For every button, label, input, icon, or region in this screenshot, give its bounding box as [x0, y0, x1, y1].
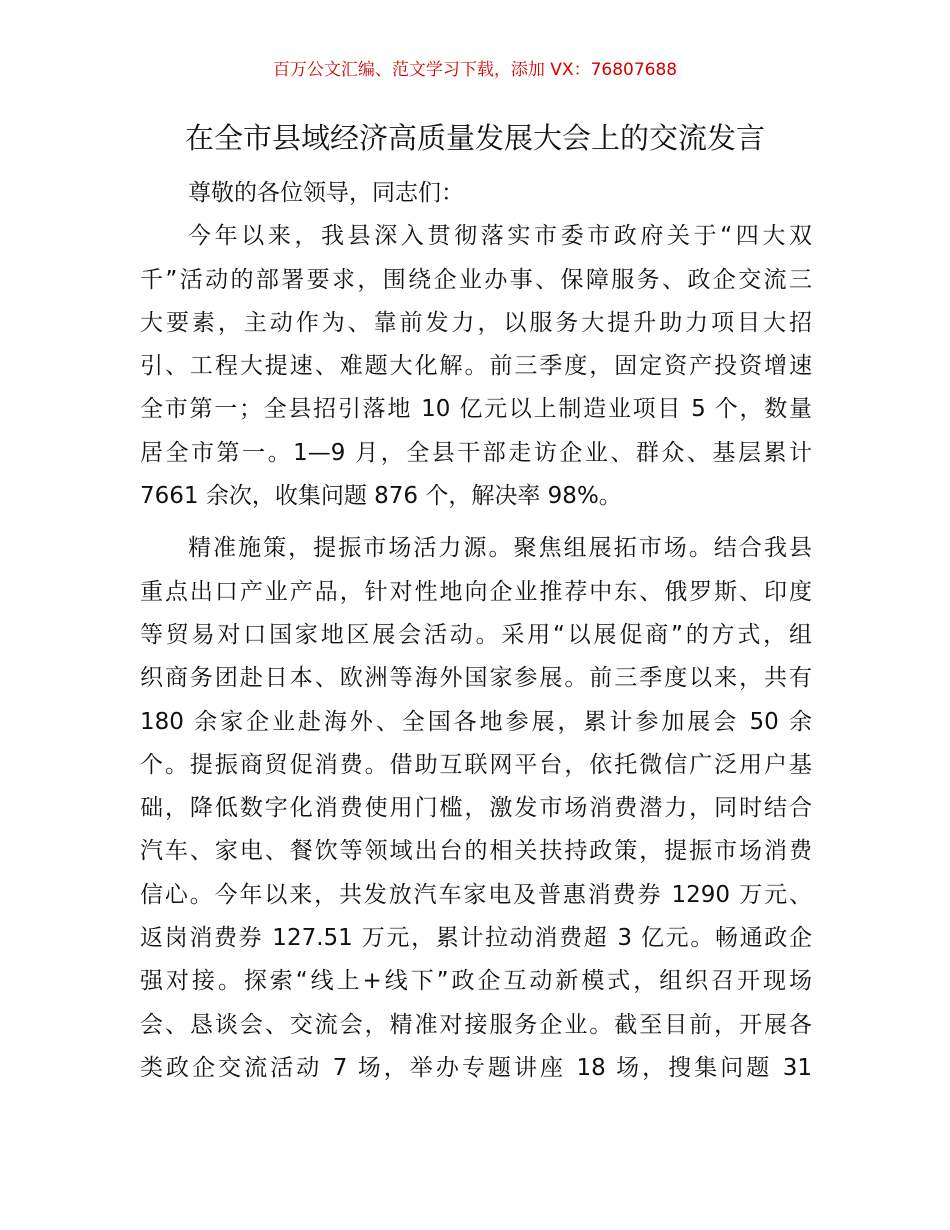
header-watermark-note: 百万公文汇编、范文学习下载，添加 VX：76807688	[272, 60, 678, 80]
paragraph-2	[140, 527, 812, 1090]
paragraph-line: 汽车、家电、餐饮等领域出台的相关扶持政策，提振市场消费	[140, 838, 812, 865]
paragraph-line: 等贸易对口国家地区展会活动。采用“以展促商”的方式，组	[140, 621, 812, 648]
document-title: 在全市县域经济高质量发展大会上的交流发言	[184, 121, 765, 155]
paragraph-line: 重点出口产业产品，针对性地向企业推荐中东、俄罗斯、印度	[140, 578, 812, 605]
paragraph-line: 返岗消费券 127.51 万元，累计拉动消费超 3 亿元。畅通政企	[140, 925, 812, 952]
paragraph-line: 居全市第一。1—9 月，全县干部走访企业、群众、基层累计	[140, 439, 812, 466]
paragraph-1	[140, 215, 812, 518]
paragraph-line: 类政企交流活动 7 场，举办专题讲座 18 场，搜集问题 31	[140, 1054, 812, 1081]
document-body	[140, 172, 812, 1090]
paragraph-gap	[140, 518, 812, 527]
paragraph-line: 个。提振商贸促消费。借助互联网平台，依托微信广泛用户基	[140, 751, 812, 778]
paragraph-line: 今年以来，我县深入贯彻落实市委市政府关于“四大双	[188, 223, 812, 250]
paragraph-line: 180 余家企业赴海外、全国各地参展，累计参加展会 50 余	[140, 708, 812, 735]
paragraph-line: 大要素，主动作为、靠前发力，以服务大提升助力项目大招	[140, 309, 812, 336]
paragraph-line: 会、恳谈会、交流会，精准对接服务企业。截至目前，开展各	[140, 1011, 812, 1038]
paragraph-line: 7661 余次，收集问题 876 个，解决率 98%。	[140, 483, 622, 510]
paragraph-line: 强对接。探索“线上+线下”政企互动新模式，组织召开现场	[140, 968, 812, 995]
paragraph-line: 信心。今年以来，共发放汽车家电及普惠消费券 1290 万元、	[140, 881, 812, 908]
paragraph-line: 础，降低数字化消费使用门槛，激发市场消费潜力，同时结合	[140, 795, 812, 822]
salutation: 尊敬的各位领导，同志们：	[188, 180, 464, 206]
paragraph-line: 精准施策，提振市场活力源。聚焦组展拓市场。结合我县	[188, 535, 812, 562]
paragraph-line: 织商务团赴日本、欧洲等海外国家参展。前三季度以来，共有	[140, 665, 812, 692]
paragraph-line: 引、工程大提速、难题大化解。前三季度，固定资产投资增速	[140, 353, 812, 380]
paragraph-line: 全市第一；全县招引落地 10 亿元以上制造业项目 5 个，数量	[140, 396, 812, 423]
paragraph-line: 千”活动的部署要求，围绕企业办事、保障服务、政企交流三	[140, 266, 812, 293]
